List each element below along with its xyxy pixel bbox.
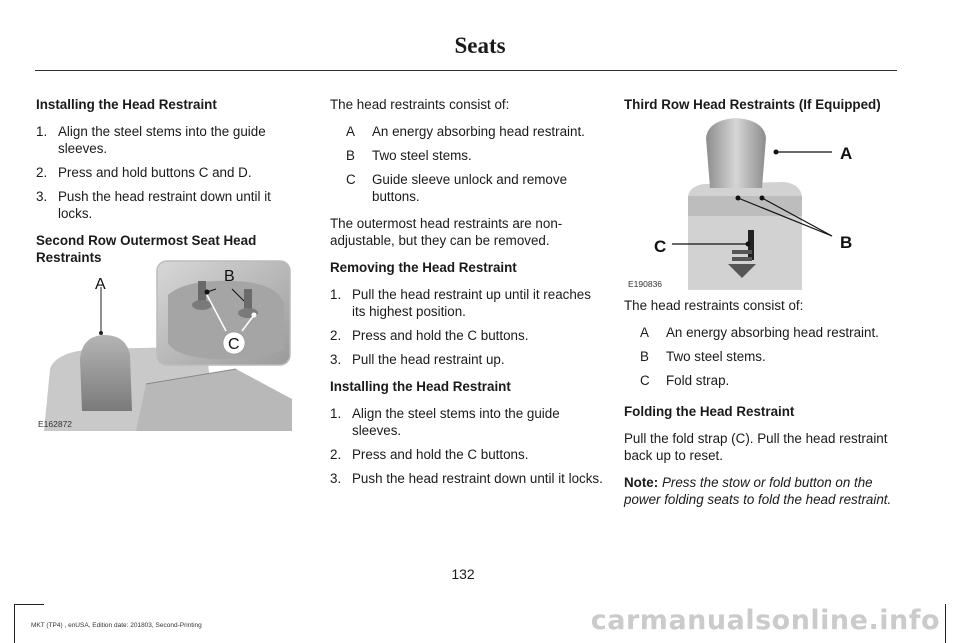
list-item <box>624 348 900 365</box>
second-row-head-restraint-figure <box>36 259 292 431</box>
list-item <box>330 405 605 439</box>
third-row-illustration <box>624 118 864 290</box>
note-text: Press the stow or fold button on the power folding seats to fold the head restraint. <box>624 475 892 507</box>
third-row-head-restraint-figure <box>624 118 864 290</box>
list-item <box>330 470 605 487</box>
item-value: An energy absorbing head restraint. <box>666 325 879 340</box>
section-heading: Installing the Head Restraint <box>330 379 511 394</box>
item-value: Fold strap. <box>666 373 730 388</box>
callout-label: B <box>224 268 235 285</box>
step-text: Press and hold the C buttons. <box>352 328 529 343</box>
figure-code: E162872 <box>38 419 73 429</box>
list-item <box>330 147 605 164</box>
step-text: Pull the head restraint up until it reaches its highest position. <box>352 287 591 319</box>
step-number: 1. <box>36 124 48 139</box>
step-number: 1. <box>330 287 342 302</box>
step-text: Press and hold buttons C and D. <box>58 165 252 180</box>
header-divider <box>35 70 897 71</box>
install-steps <box>330 405 605 487</box>
list-item <box>330 351 605 368</box>
step-number: 3. <box>36 189 48 204</box>
step-text: Push the head restraint down until it locks. <box>58 189 271 221</box>
section-heading: Installing the Head Restraint <box>36 97 217 112</box>
column-3-lower <box>624 297 900 518</box>
step-text: Align the steel stems into the guide sleeves. <box>58 124 266 156</box>
callout-label: B <box>840 233 853 252</box>
step-number: 3. <box>330 471 342 486</box>
step-number: 3. <box>330 352 342 367</box>
step-number: 2. <box>330 328 342 343</box>
edition-info: MKT (TP4) , enUSA, Edition date: 201803, Second-Printing <box>31 622 202 629</box>
step-number: 2. <box>36 165 48 180</box>
page-number: 132 <box>451 566 475 582</box>
intro-text: The head restraints consist of: <box>624 298 804 313</box>
list-item <box>330 327 605 344</box>
item-value: Guide sleeve unlock and remove buttons. <box>372 172 568 204</box>
item-key: B <box>640 349 649 364</box>
item-value: An energy absorbing head restraint. <box>372 124 585 139</box>
item-key: A <box>346 124 355 139</box>
list-item <box>330 446 605 463</box>
column-1 <box>36 96 294 276</box>
callout-label: C <box>228 336 240 353</box>
step-text: Align the steel stems into the guide sleeves. <box>352 406 560 438</box>
section-heading: Second Row Outermost Seat Head Restraints <box>36 233 257 265</box>
watermark: carmanualsonline.info <box>590 605 940 636</box>
list-item <box>624 372 900 389</box>
note-label: Note: <box>624 475 659 490</box>
step-number: 1. <box>330 406 342 421</box>
list-item <box>330 171 605 205</box>
install-steps <box>36 123 294 222</box>
callout-label: A <box>840 144 853 163</box>
crop-mark <box>14 604 15 643</box>
body-paragraph: The outermost head restraints are non-adjustable, but they can be removed. <box>330 216 563 248</box>
note <box>624 474 900 508</box>
body-paragraph: Pull the fold strap (C). Pull the head restraint back up to reset. <box>624 431 888 463</box>
section-heading: Removing the Head Restraint <box>330 260 517 275</box>
intro-text: The head restraints consist of: <box>330 97 510 112</box>
column-2 <box>330 96 605 497</box>
figure-code: E190836 <box>628 279 663 289</box>
page-title: Seats <box>454 33 506 58</box>
step-text: Push the head restraint down until it locks. <box>352 471 603 486</box>
callout-label: C <box>654 237 667 256</box>
item-key: C <box>346 172 356 187</box>
section-heading: Third Row Head Restraints (If Equipped) <box>624 97 881 112</box>
item-key: A <box>640 325 649 340</box>
crop-mark <box>14 604 44 605</box>
callout-label: A <box>95 276 106 293</box>
step-text: Pull the head restraint up. <box>352 352 505 367</box>
list-item <box>330 123 605 140</box>
item-value: Two steel stems. <box>372 148 472 163</box>
section-heading: Folding the Head Restraint <box>624 404 795 419</box>
head-restraint-illustration <box>36 259 292 431</box>
step-number: 2. <box>330 447 342 462</box>
list-item <box>36 188 294 222</box>
list-item <box>330 286 605 320</box>
component-list <box>624 324 900 389</box>
list-item <box>624 324 900 341</box>
component-list <box>330 123 605 205</box>
crop-mark <box>945 604 946 643</box>
list-item <box>36 164 294 181</box>
list-item <box>36 123 294 157</box>
remove-steps <box>330 286 605 368</box>
item-value: Two steel stems. <box>666 349 766 364</box>
step-text: Press and hold the C buttons. <box>352 447 529 462</box>
item-key: B <box>346 148 355 163</box>
item-key: C <box>640 373 650 388</box>
